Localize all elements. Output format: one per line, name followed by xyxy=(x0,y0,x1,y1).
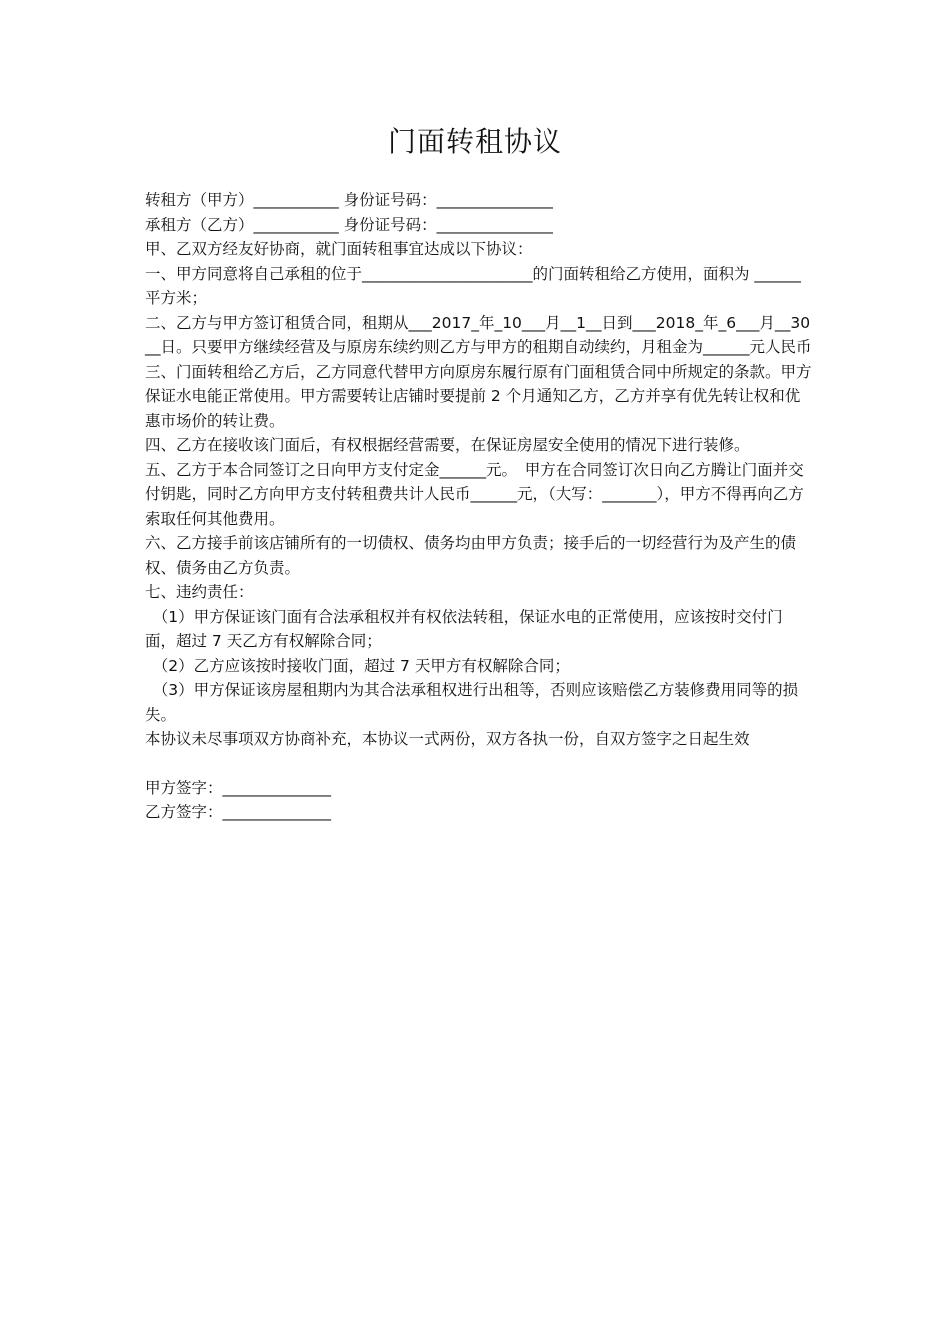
clause-7-item-2: （2）乙方应该按时接收门面，超过 7 天甲方有权解除合同； xyxy=(145,656,570,675)
clause-5: 五、乙方于本合同签订之日向甲方支付定金______元。 甲方在合同签订次日向乙方腾让门面并交付钥匙，同时乙方向甲方支付转租费共计人民币______元，（大写：_______），甲方不得再向乙方索取任何其他费用。 xyxy=(145,460,804,528)
party-a-signature: 甲方签字：______________ xyxy=(145,778,332,797)
clause-7-item-1: （1）甲方保证该门面有合法承租权并有权依法转租，保证水电的正常使用，应该按时交付门面，超过 7 天乙方有权解除合同； xyxy=(145,607,783,650)
sublessee-line: 承租方（乙方）___________ 身份证号码：_______________ xyxy=(145,215,553,234)
clause-3: 三、门面转租给乙方后，乙方同意代替甲方向原房东履行原有门面租赁合同中所规定的条款。甲方保证水电能正常使用。甲方需要转让店铺时要提前 2 个月通知乙方，乙方并享有优先转让权和优惠市场价的转让费。 xyxy=(145,362,812,430)
document-title: 门面转租协议 xyxy=(387,125,562,158)
clause-1: 一、甲方同意将自己承租的位于______________________的门面转租给乙方使用，面积为 ______平方米； xyxy=(145,264,801,307)
clause-6: 六、乙方接手前该店铺所有的一切债权、债务均由甲方负责；接手后的一切经营行为及产生的债权、债务由乙方负责。 xyxy=(145,534,797,577)
intro-line: 甲、乙双方经友好协商，就门面转租事宜达成以下协议： xyxy=(145,240,533,258)
party-b-signature: 乙方签字：______________ xyxy=(145,803,332,821)
clause-4: 四、乙方在接收该门面后，有权根据经营需要，在保证房屋安全使用的情况下进行装修。 xyxy=(145,436,750,454)
clause-2: 二、乙方与甲方签订租赁合同，租期从___2017_年_10___月__1__日到___2018_年_6___月__30__日。只要甲方继续经营及与原房东续约则乙方与甲方的租期自动续约，月租金为______元人民币 xyxy=(145,313,812,356)
spacer xyxy=(145,752,813,776)
clause-7-item-3: （3）甲方保证该房屋租期内为其合法承租权进行出租等，否则应该赔偿乙方装修费用同等的损失。 xyxy=(145,681,799,724)
clause-7-heading: 七、违约责任： xyxy=(145,583,254,601)
document-body xyxy=(145,188,813,825)
sublessor-line: 转租方（甲方）___________ 身份证号码：_______________ xyxy=(145,191,553,209)
closing-statement: 本协议未尽事项双方协商补充，本协议一式两份，双方各执一份，自双方签字之日起生效 xyxy=(145,730,750,748)
